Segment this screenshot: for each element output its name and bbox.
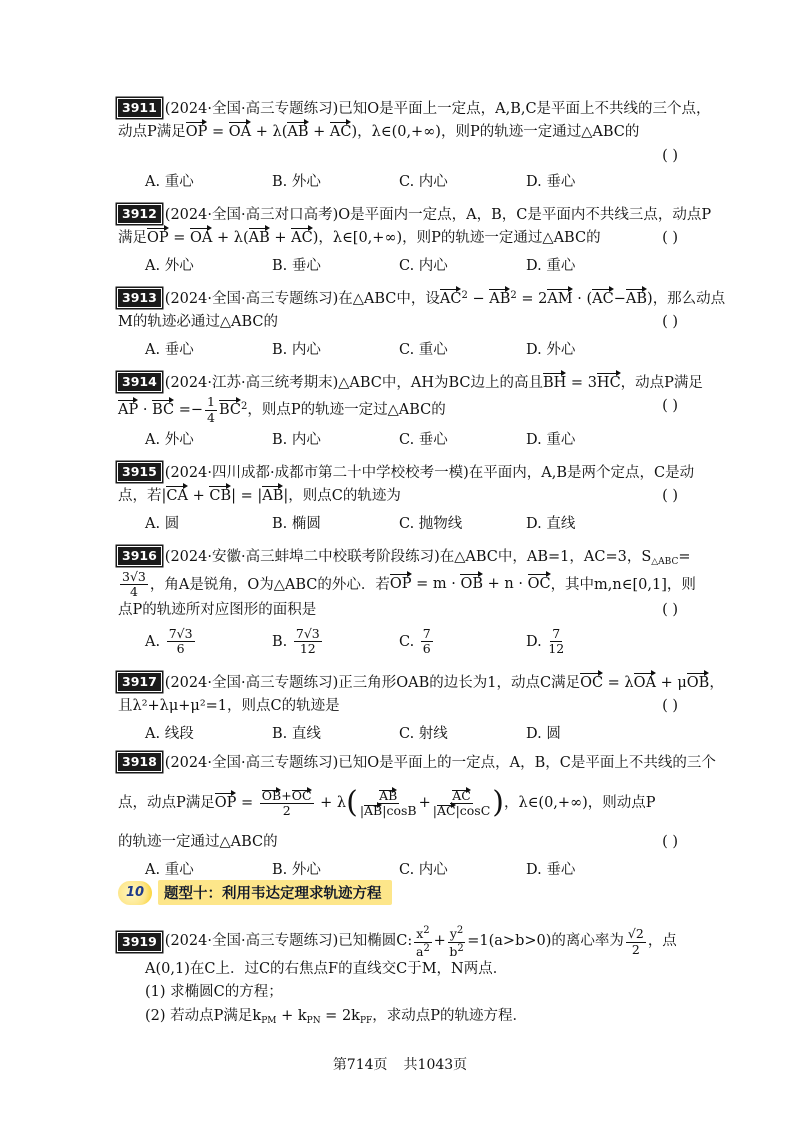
- problem-text: ，点: [647, 933, 677, 950]
- section-title: 题型十：利用韦达定理求轨迹方程: [158, 880, 392, 905]
- option-a: A. 圆: [145, 515, 180, 532]
- problem-text: 动点P满足: [118, 124, 186, 141]
- section-badge: 10: [118, 881, 152, 905]
- problem-text: △ABC中，AH为BC边上的高且: [338, 375, 544, 391]
- problem-text: ，其中m,n∈[0,1]，则: [550, 576, 696, 593]
- problem-3915: [118, 462, 695, 536]
- option-c: C. 重心: [399, 341, 448, 358]
- problem-3917: [118, 672, 724, 746]
- answer-paren: ( ): [662, 230, 678, 247]
- answer-paren: ( ): [662, 488, 678, 505]
- option-c: C. 射线: [399, 725, 448, 742]
- option-d: D. $\frac{7}{12}$: [526, 625, 565, 657]
- math-expression: OP = m · OB + n · OC: [390, 576, 551, 592]
- math-expression: |CA + CB| = |AB|: [162, 488, 289, 504]
- answer-paren: ( ): [662, 314, 678, 331]
- option-a: A. 线段: [145, 725, 194, 742]
- problem-text: 正三角形OAB的边长为1，动点C满足: [338, 675, 581, 691]
- option-b: B. 垂心: [272, 257, 321, 274]
- problem-text: 点，若: [118, 488, 162, 505]
- option-d: D. 垂心: [526, 861, 576, 878]
- option-c: C. 内心: [399, 173, 448, 190]
- math-expression: $\frac{3√3}{4}$: [122, 568, 146, 599]
- section-header: [118, 880, 392, 905]
- answer-paren: ( ): [662, 698, 678, 715]
- page-number: 第714页: [332, 1057, 388, 1073]
- problem-3911: [118, 98, 711, 194]
- answer-paren: ( ): [662, 147, 678, 164]
- option-b: B. 内心: [272, 341, 321, 358]
- problem-number: 3915: [118, 463, 161, 481]
- problem-number: 3917: [118, 673, 161, 691]
- problem-text: ，动点P满足: [620, 375, 703, 391]
- option-d: D. 外心: [526, 341, 576, 358]
- page-total: 共1043页: [403, 1057, 468, 1073]
- problem-3918: [118, 752, 716, 882]
- problem-text: 且λ²+λμ+μ²=1，则点C的轨迹是: [118, 698, 340, 715]
- problem-number: 3913: [118, 289, 161, 307]
- problem-source: (2024·全国·高三对口高考): [164, 207, 339, 223]
- problem-source: (2024·江苏·高三统考期末): [164, 375, 339, 391]
- math-expression: OP = OA + λ(AB + AC): [186, 124, 357, 140]
- question-part-1: (1) 求椭圆C的方程；: [145, 984, 283, 1001]
- problem-text: O是平面内一定点，A，B，C是平面内不共线三点，动点P: [338, 207, 712, 223]
- problem-text: 已知O是平面上的一定点，A，B，C是平面上不共线的三个: [338, 755, 716, 771]
- problem-text: 点，动点P满足: [118, 794, 215, 811]
- problem-text: 点P的轨迹所对应图形的面积是: [118, 602, 317, 619]
- question-part-2: (2) 若动点P满足: [145, 1007, 253, 1024]
- option-a: A. 外心: [145, 432, 194, 449]
- problem-source: (2024·全国·高三专题练习): [164, 101, 339, 117]
- option-a: A. 重心: [145, 861, 194, 878]
- problem-source: (2024·安徽·高三蚌埠二中校联考阶段练习): [164, 549, 440, 565]
- option-c: C. 抛物线: [399, 515, 463, 532]
- problem-source: (2024·全国·高三专题练习): [164, 755, 339, 771]
- option-a: A. 垂心: [145, 341, 194, 358]
- problem-text: ，λ∈(0,+∞)，则P的轨迹一定通过△ABC的: [357, 124, 640, 141]
- problem-text: (a>b>0)的离心率为: [488, 933, 624, 950]
- option-b: B. 外心: [272, 861, 321, 878]
- math-expression: $AC^2 - AB^2 = 2AM \cdot (AC-AB)$: [440, 291, 653, 307]
- problem-number: 3919: [118, 933, 161, 951]
- problem-number: 3916: [118, 547, 161, 565]
- problem-text: 在△ABC中，AB=1，AC=3，S: [439, 549, 652, 565]
- problem-3914: [118, 372, 703, 453]
- problem-3912: [118, 204, 712, 278]
- option-b: B. 外心: [272, 173, 321, 190]
- problem-number: 3918: [118, 753, 161, 771]
- problem-source: (2024·全国·高三专题练习): [164, 933, 339, 950]
- option-a: A. 外心: [145, 257, 194, 274]
- problem-text: ，则点C的轨迹为: [288, 488, 401, 505]
- math-expression: OC = λOA + μOB，: [580, 675, 724, 691]
- option-a: A. 重心: [145, 173, 194, 190]
- option-c: C. 内心: [399, 257, 448, 274]
- math-expression: BH = 3HC: [543, 375, 621, 391]
- option-d: D. 圆: [526, 725, 561, 742]
- problem-text: 在平面内，A,B是两个定点，C是动: [468, 465, 695, 481]
- problem-source: (2024·全国·高三专题练习): [164, 675, 339, 691]
- problem-text: 的轨迹一定通过△ABC的: [118, 834, 278, 851]
- problem-source: (2024·全国·高三专题练习): [164, 291, 339, 307]
- option-d: D. 重心: [526, 257, 576, 274]
- problem-number: 3914: [118, 373, 161, 391]
- math-expression: $\frac{x^2}{a^2}$ + $\frac{y^2}{b^2}$ =1: [416, 925, 489, 959]
- problem-number: 3911: [118, 99, 161, 117]
- option-d: D. 垂心: [526, 173, 576, 190]
- option-b: B. 直线: [272, 725, 321, 742]
- option-b: B. 椭圆: [272, 515, 321, 532]
- math-expression: $\frac{√2}{2}$: [627, 926, 644, 957]
- problem-text: A(0,1)在C上．过C的右焦点F的直线交C于M，N两点．: [145, 961, 508, 977]
- option-a: A. $\frac{7√3}{6}$: [145, 625, 193, 657]
- math-expression: OP = $\frac{OB+OC}{2}$ + λ ( $\frac{AB}{|AB|\cos B}$ + $\frac{AC}{|AC|\cos C}$ ): [214, 785, 504, 821]
- problem-number: 3912: [118, 205, 161, 223]
- problem-text: 满足: [118, 230, 147, 247]
- problem-text: ，那么动点: [652, 291, 726, 307]
- option-b: B. $\frac{7√3}{12}$: [272, 625, 320, 657]
- page-footer: [0, 1054, 800, 1074]
- problem-text: M的轨迹必通过△ABC的: [118, 314, 278, 331]
- problem-text: =: [678, 549, 691, 565]
- answer-paren: ( ): [662, 398, 678, 415]
- problem-3913: [118, 288, 726, 362]
- math-expression: $k_{PM} + k_{PN} = 2k_{PF}$: [252, 1007, 373, 1026]
- problem-text: ，λ∈(0,+∞)，则动点P: [504, 794, 656, 811]
- problem-text: ，则点P的轨迹一定过△ABC的: [247, 402, 446, 419]
- option-c: C. 垂心: [399, 432, 448, 449]
- math-expression: AP · BC =− $\frac{1}{4}$ $BC^2$: [118, 394, 248, 425]
- option-b: B. 内心: [272, 432, 321, 449]
- problem-text: ，λ∈[0,+∞)，则P的轨迹一定通过△ABC的: [318, 230, 601, 247]
- problem-text: 已知O是平面上一定点，A,B,C是平面上不共线的三个点，: [338, 101, 711, 117]
- math-expression: OP = OA + λ(AB + AC): [147, 230, 318, 246]
- problem-text: 已知椭圆C:: [338, 933, 413, 950]
- option-d: D. 重心: [526, 432, 576, 449]
- problem-text: ，角A是锐角，O为△ABC的外心．若: [149, 576, 390, 593]
- option-c: C. 内心: [399, 861, 448, 878]
- option-d: D. 直线: [526, 515, 576, 532]
- problem-source: (2024·四川成都·成都市第二十中学校校考一模): [164, 465, 469, 481]
- problem-3919: [118, 926, 678, 1029]
- answer-paren: ( ): [662, 834, 678, 851]
- question-part-2: ，求动点P的轨迹方程．: [372, 1007, 528, 1024]
- problem-3916: 3916 (2024·安徽·高三蚌埠二中校联考阶段练习)在△ABC中，AB=1，AC=3，$S_{\triangle ABC}=$ $\frac{3√3}{4}$ ，角A是锐角，O为△ABC的外心．若OP = m · OB + n · OC，其中m,n∈[0,1]，则 点P的轨迹所对应图形的面积是 ( ) A. $\frac{7√3}{6}$ B. $\frac{7√3}{12}$ C. $\frac{7}{6}$ D. $\frac{7}{12}$: [118, 548, 696, 657]
- option-c: C. $\frac{7}{6}$: [399, 625, 431, 657]
- problem-text: 在△ABC中，设: [338, 291, 440, 307]
- answer-paren: ( ): [662, 602, 678, 619]
